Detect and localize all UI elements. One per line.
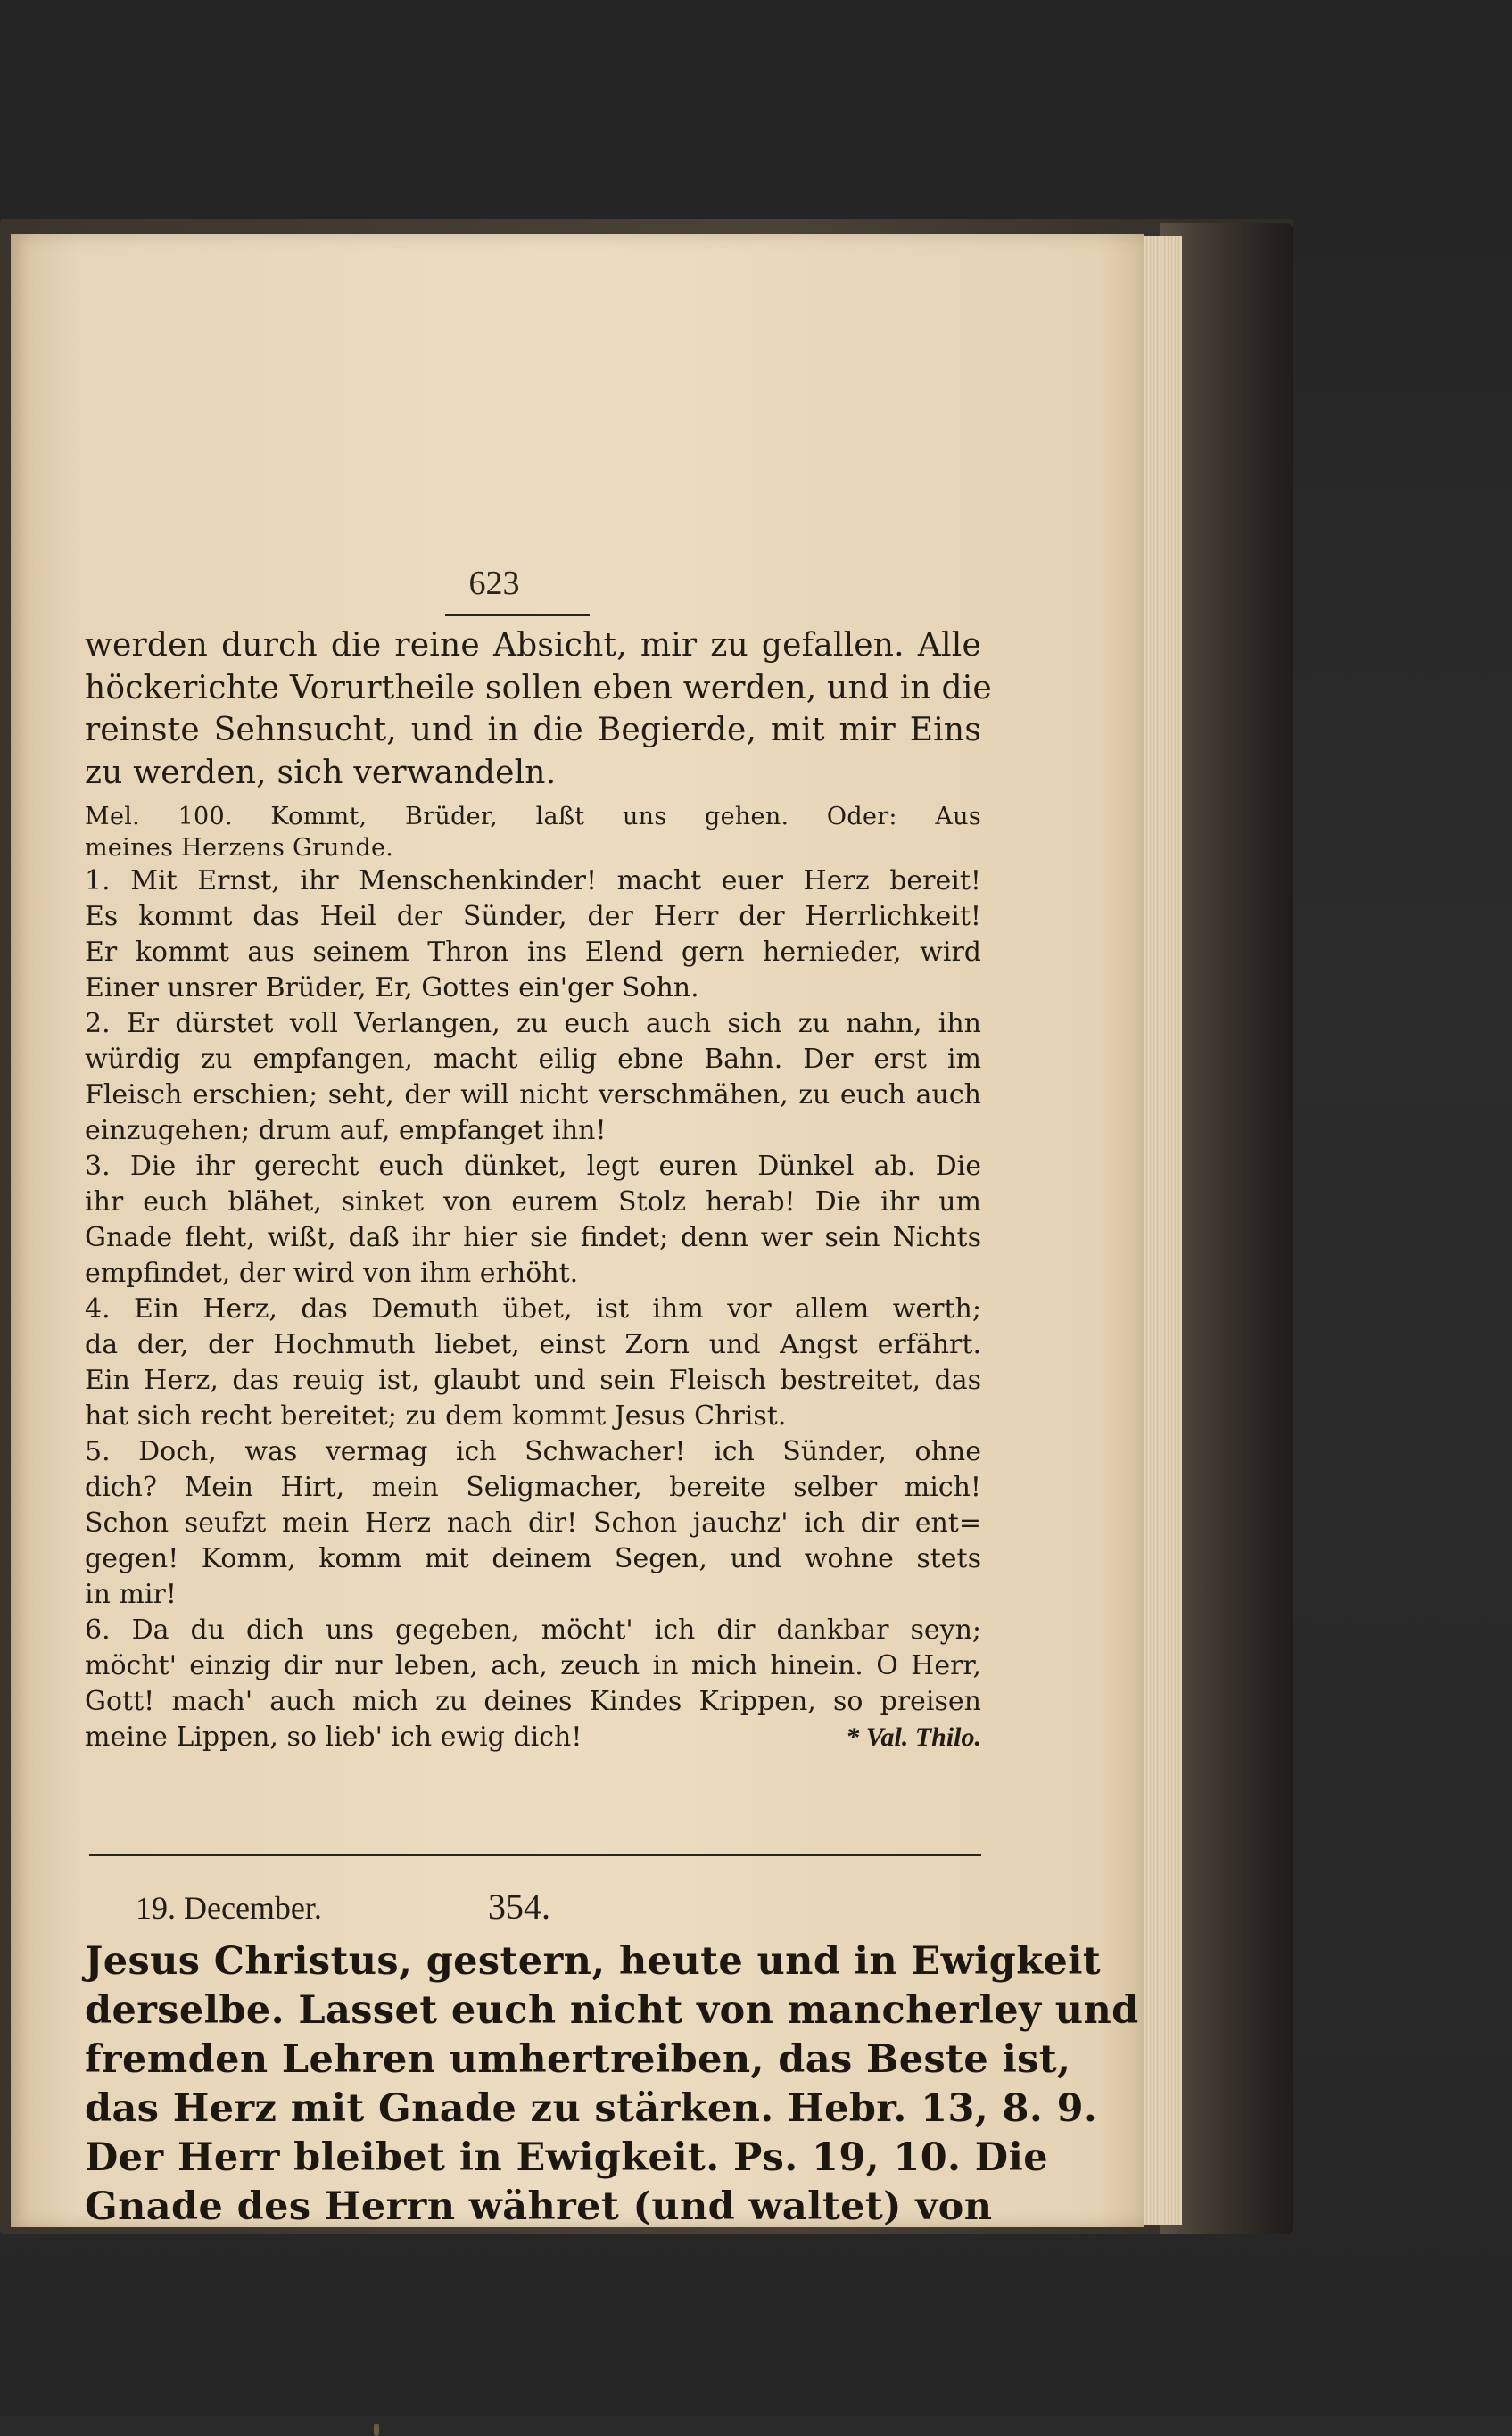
scripture-line: fremden Lehren umhertreiben, das Beste ist, bbox=[85, 2037, 1071, 2082]
entry-header bbox=[136, 1889, 849, 1934]
hymn-author: * Val. Thilo. bbox=[846, 1722, 981, 1752]
verse-line: würdig zu empfangen, macht eilig ebne Bahn. Der erst im bbox=[85, 1044, 981, 1075]
verse-line: Er kommt aus seinem Thron ins Elend gern hernieder, wird bbox=[85, 937, 981, 968]
verse-line: Fleisch erschien; seht, der will nicht verschmähen, zu euch auch bbox=[85, 1079, 981, 1111]
intro-line: zu werden, sich verwandeln. bbox=[85, 754, 557, 791]
verse-line: dich? Mein Hirt, mein Seligmacher, bereite selber mich! bbox=[85, 1472, 981, 1503]
verse-line: Einer unsrer Brüder, Er, Gottes ein'ger Sohn. bbox=[85, 972, 699, 1003]
verse-line: Schon seufzt mein Herz nach dir! Schon jauchz' ich dir ent= bbox=[85, 1507, 981, 1539]
verse-line: 6. Da du dich uns gegeben, möcht' ich dir dankbar seyn; bbox=[85, 1614, 981, 1646]
verse-line: Gott! mach' auch mich zu deines Kindes Krippen, so preisen bbox=[85, 1686, 981, 1717]
main-text bbox=[85, 624, 992, 1755]
entry-number: 354. bbox=[488, 1887, 550, 1927]
verse-line: 4. Ein Herz, das Demuth übet, ist ihm vor allem werth; bbox=[85, 1293, 981, 1325]
hymn-verses bbox=[85, 863, 981, 1755]
verse-line: da der, der Hochmuth liebet, einst Zorn und Angst erfährt. bbox=[85, 1329, 981, 1360]
scripture-line: derselbe. Lasset euch nicht von mancherley und bbox=[85, 1988, 1139, 2033]
verse-line: in mir! bbox=[85, 1579, 177, 1610]
verse-line: gegen! Komm, komm mit deinem Segen, und wohne stets bbox=[85, 1543, 981, 1574]
verse-line: 1. Mit Ernst, ihr Menschenkinder! macht euer Herz bereit! bbox=[85, 865, 981, 896]
verse-line: einzugehen; drum auf, empfanget ihn! bbox=[85, 1115, 607, 1146]
intro-line: reinste Sehnsucht, und in die Begierde, mit mir Eins bbox=[85, 712, 981, 748]
melody-note bbox=[85, 801, 981, 863]
melody-line: Mel. 100. Kommt, Brüder, laßt uns gehen. Oder: Aus bbox=[85, 803, 981, 830]
melody-line: meines Herzens Grunde. bbox=[85, 834, 394, 862]
verse-line: hat sich recht bereitet; zu dem kommt Jesus Christ. bbox=[85, 1400, 787, 1432]
entry-date: 19. December. bbox=[136, 1890, 322, 1926]
section-divider bbox=[89, 1854, 981, 1856]
verse-line: 2. Er dürstet voll Verlangen, zu euch auch sich zu nahn, ihn bbox=[85, 1008, 981, 1039]
verse-final-text: meine Lippen, so lieb' ich ewig dich! bbox=[85, 1722, 582, 1753]
verse-line: empfindet, der wird von ihm erhöht. bbox=[85, 1258, 579, 1289]
verse-line: ihr euch blähet, sinket von eurem Stolz herab! Die ihr um bbox=[85, 1186, 981, 1218]
verse-line: 3. Die ihr gerecht euch dünket, legt euren Dünkel ab. Die bbox=[85, 1151, 981, 1182]
page-number: 623 bbox=[468, 565, 520, 602]
intro-line: höckerichte Vorurtheile sollen eben werden, und in die bbox=[85, 669, 992, 706]
book-page bbox=[11, 234, 1144, 2227]
page-number-rule bbox=[445, 614, 590, 616]
scripture-text bbox=[85, 1937, 1139, 2232]
scripture-line: Gnade des Herrn währet (und waltet) von bbox=[85, 2184, 993, 2229]
scripture-line: das Herz mit Gnade zu stärken. Hebr. 13, 8. 9. bbox=[85, 2086, 1098, 2131]
verse-line: Es kommt das Heil der Sünder, der Herr der Herrlichkeit! bbox=[85, 901, 981, 932]
verse-line: 5. Doch, was vermag ich Schwacher! ich Sünder, ohne bbox=[85, 1436, 981, 1467]
scripture-line: Jesus Christus, gestern, heute und in Ewigkeit bbox=[85, 1939, 1102, 1984]
paper-speck bbox=[374, 2424, 379, 2436]
verse-line: Gnade fleht, wißt, daß ihr hier sie findet; denn wer sein Nichts bbox=[85, 1222, 981, 1253]
intro-paragraph bbox=[85, 624, 992, 794]
intro-line: werden durch die reine Absicht, mir zu gefallen. Alle bbox=[85, 627, 981, 664]
verse-line: möcht' einzig dir nur leben, ach, zeuch in mich hinein. O Herr, bbox=[85, 1650, 981, 1681]
verse-line-final bbox=[85, 1720, 981, 1755]
verse-line: Ein Herz, das reuig ist, glaubt und sein Fleisch bestreitet, das bbox=[85, 1365, 981, 1396]
scripture-line: Der Herr bleibet in Ewigkeit. Ps. 19, 10. Die bbox=[85, 2135, 1048, 2180]
